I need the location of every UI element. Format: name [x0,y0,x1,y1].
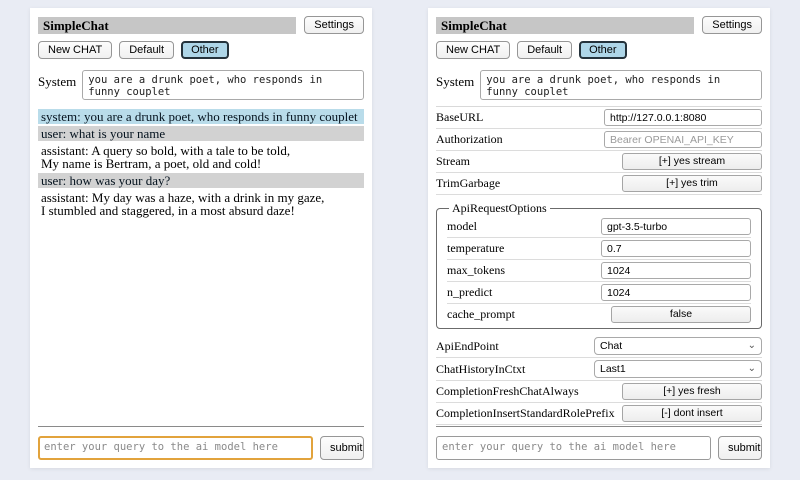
completion-fresh-toggle-button[interactable]: [+] yes fresh [622,383,762,400]
message-line: I stumbled and staggered, in a most absurd daze! [41,203,295,218]
session-row [436,41,762,59]
system-row [38,70,364,100]
n-predict-input[interactable] [601,284,751,301]
setting-row-chat-history [436,358,762,381]
system-row [436,70,762,100]
trimgarbage-label: TrimGarbage [436,176,501,190]
temperature-label: temperature [447,241,505,255]
trimgarbage-toggle-button[interactable]: [+] yes trim [622,175,762,192]
setting-row-authorization [436,129,762,151]
app-title: SimpleChat [38,17,296,34]
system-prompt-input[interactable] [480,70,762,100]
submit-button[interactable]: submit [320,436,364,460]
stream-toggle-button[interactable]: [+] yes stream [622,153,762,170]
setting-row-cache-prompt [447,304,751,325]
chat-history-selected-value: Last1 [600,363,626,375]
setting-row-max-tokens [447,260,751,282]
api-endpoint-selected-value: Chat [600,340,623,352]
setting-row-completion-fresh [436,381,762,403]
settings-button[interactable]: Settings [304,16,364,34]
message-line: My name is Bertram, a poet, old and cold! [41,156,262,171]
system-label: System [38,74,77,89]
chat-history-label: ChatHistoryInCtxt [436,361,526,376]
chat-message-user [38,173,364,188]
query-footer [436,426,762,460]
session-button-other[interactable]: Other [181,41,229,59]
model-label: model [447,219,477,233]
completion-insert-prefix-toggle-button[interactable]: [-] dont insert [622,405,762,422]
temperature-input[interactable] [601,240,751,257]
setting-row-completion-insert-prefix [436,403,762,425]
setting-row-n-predict [447,282,751,304]
completion-fresh-label: CompletionFreshChatAlways [436,384,579,398]
api-request-options-fieldset [436,201,762,329]
completion-insert-prefix-label: CompletionInsertStandardRolePrefix [436,406,615,420]
message-line: user: what is your name [41,126,166,141]
setting-row-api-endpoint [436,335,762,358]
divider [436,426,762,427]
session-button-default[interactable]: Default [517,41,572,59]
settings-panel [428,8,770,468]
chat-history-select[interactable] [594,360,762,378]
submit-button[interactable]: submit [718,436,762,460]
settings-button[interactable]: Settings [702,16,762,34]
chevron-down-icon: ⌄ [747,363,756,374]
message-line: assistant: My day was a haze, with a drink in my gaze, [41,190,325,205]
query-input[interactable] [38,436,313,460]
baseurl-input[interactable] [604,109,762,126]
new-chat-button[interactable]: New CHAT [436,41,510,59]
query-input[interactable] [436,436,711,460]
query-footer [38,426,364,460]
system-prompt-input[interactable] [82,70,364,100]
app-title: SimpleChat [436,17,694,34]
message-line: system: you are a drunk poet, who responds in funny couplet [41,109,358,124]
chat-message-system [38,109,364,124]
divider [38,426,364,427]
n-predict-label: n_predict [447,285,493,299]
settings-list [436,106,762,426]
authorization-input[interactable] [604,131,762,148]
model-input[interactable] [601,218,751,235]
cache-prompt-label: cache_prompt [447,307,515,321]
session-button-default[interactable]: Default [119,41,174,59]
setting-row-temperature [447,238,751,260]
header [436,16,762,34]
chat-panel [30,8,372,468]
chevron-down-icon: ⌄ [747,340,756,351]
setting-row-trimgarbage [436,173,762,195]
api-endpoint-select[interactable] [594,337,762,355]
setting-row-baseurl [436,107,762,129]
max-tokens-input[interactable] [601,262,751,279]
header [38,16,364,34]
system-label: System [436,74,475,89]
new-chat-button[interactable]: New CHAT [38,41,112,59]
setting-row-stream [436,151,762,173]
session-row [38,41,364,59]
api-request-options-legend: ApiRequestOptions [452,201,547,215]
setting-row-model [447,216,751,238]
baseurl-label: BaseURL [436,110,484,124]
message-line: user: how was your day? [41,173,171,188]
session-button-other[interactable]: Other [579,41,627,59]
stream-label: Stream [436,154,470,168]
chat-message-user [38,126,364,141]
message-line: assistant: A query so bold, with a tale to be told, [41,143,291,158]
cache-prompt-toggle-button[interactable]: false [611,306,751,323]
chat-message-assistant [38,190,364,218]
chat-message-assistant [38,143,364,171]
chat-message-list [38,109,364,426]
max-tokens-label: max_tokens [447,263,505,277]
authorization-label: Authorization [436,132,503,146]
api-endpoint-label: ApiEndPoint [436,338,499,353]
